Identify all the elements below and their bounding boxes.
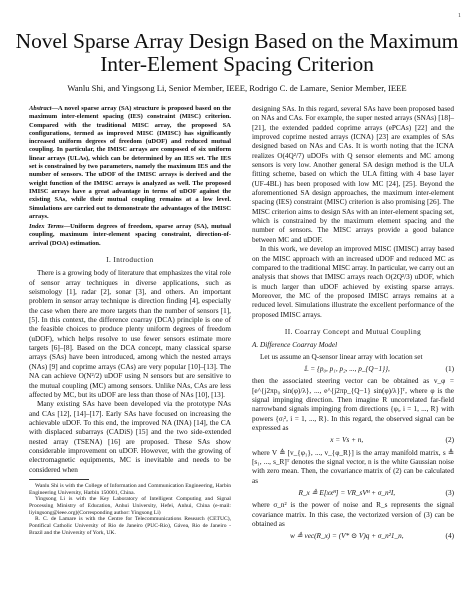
footnote: R. C. de Lamare is with the Centre for Telecommunications Research (CETUC), Pontifical Catholic University of Rio de Janeiro (PUC-Rio), Gávea, Rio de Janeiro - Brazil and the University of York, UK. bbox=[29, 516, 231, 536]
index-terms-label: Index Terms bbox=[29, 223, 64, 231]
equation-number: (4) bbox=[445, 532, 454, 541]
page-number: 1 bbox=[458, 13, 461, 19]
abstract-text: —A novel sparse array (SA) structure is proposed based on the maximum inter-element spacing (IES) constraint (MISC) criterion. Compared with the traditional MISC array, the proposed SA configurations, termed as improved MISC (IMISC) has significantly increased uniform degrees of freedom (uDOF) and reduced mutual coupling. In particular, the IMISC arrays are composed of six uniform linear arrays (ULAs), which can be determined by an IES set. The IES set is constrained by two parameters, namely the maximum IES and the number of sensors. The uDOF of the IMISC arrays is derived and the weight function of the IMISC arrays is analyzed as well. The proposed IMISC arrays have a great advantage in terms of uDOF against the existing SAs, while their mutual coupling remains at a low level. Simulations are carried out to demonstrate the advantages of the IMISC arrays. bbox=[29, 105, 231, 220]
equation-1 bbox=[252, 365, 454, 374]
abstract bbox=[29, 105, 231, 221]
equation-body: x = Vs + n, bbox=[330, 436, 364, 445]
author-line: Wanlu Shi, and Yingsong Li, Senior Member, IEEE, Rodrigo C. de Lamare, Senior Member, IEEE bbox=[67, 83, 407, 93]
paragraph: then the associated steering vector can be obtained as v_φ = [e^{j2πp₀ sin(φ)/λ}, ..., e^{j2πp_{Q−1} sin(φ)/λ}]ᵀ, where φ is the signal impinging direction. Then imagine R uncorrelated far-field narrowband signals impinging from directions {φᵢ, i = 1, ..., R} with powers {σᵢ², i = 1, ..., R}. In this regard, the observed signal can be expressed as bbox=[252, 377, 454, 432]
footnote: Yingsong Li is with the Key Laboratory of Intelligent Computing and Signal Processing Ministry of Education, Anhui University, Hefei, Anhui, China (e-mail: liyingsong@ieee.org)(Corresponding author: Yingsong Li) bbox=[29, 496, 231, 516]
section-heading-coarray: II. Coarray Concept and Mutual Coupling bbox=[284, 327, 422, 336]
right-column bbox=[252, 105, 454, 545]
paragraph: Let us assume an Q-sensor linear array with location set bbox=[260, 352, 423, 361]
index-terms bbox=[29, 223, 231, 248]
subsection-heading: A. Difference Coarray Model bbox=[252, 341, 338, 350]
equation-body: 𝕃 = {p₀, p₁, p₂, ..., p_{Q−1}}, bbox=[303, 364, 390, 373]
equation-3 bbox=[252, 489, 454, 498]
equation-number: (1) bbox=[445, 364, 454, 373]
equation-4 bbox=[252, 532, 454, 541]
footnote-divider bbox=[29, 479, 89, 480]
equation-body: w ≜ vec(R_x) = (V* ⊙ V)q + σ_n²1_n, bbox=[289, 532, 404, 541]
equation-number: (3) bbox=[445, 489, 454, 498]
paragraph: In this work, we develop an improved MISC (IMISC) array based on the MISC approach with an increased uDOF and reduced MC as compared to the traditional MISC array. In particular, we carry out an analysis that shows that IMISC arrays reach O(2Q²/3) uDOF, which is much larger than uDOF achieved by existing sparse arrays. Moreover, the MC of the proposed IMISC arrays remains at a reduced level. Simulations illustrate the excellent performance of the proposed IMISC arrays. bbox=[252, 245, 454, 319]
equation-body: R_x ≜ E[xxᴴ] = VR_sVᴴ + σ_n²I, bbox=[298, 489, 396, 498]
paragraph: Many existing SAs have been developed via the prototype NAs and CAs [12], [14]–[17]. Early SAs have focused on increasing the achievable uDOF. To this end, the improved NA (INA) [14], the CA with displaced subarrays (CADiS) [15] and the two side-extended nested array (TSENA) [16] are proposed. These SAs show considerable improvement on uDOF. However, with the growing of electromagnetic equipments, MC is inevitable and needs to be considered when bbox=[29, 400, 231, 474]
paper-title: Novel Sparse Array Design Based on the Maximum Inter-Element Spacing Criterion bbox=[15, 29, 459, 76]
left-column bbox=[29, 105, 231, 537]
index-terms-text: —Uniform degrees of freedom, sparse array (SA), mutual coupling, maximum inter-element spacing constraint, direction-of-arrival (DOA) estimation. bbox=[29, 223, 231, 247]
section-heading-introduction: I. Introduction bbox=[106, 256, 154, 265]
footnote: Wanlu Shi is with the College of Information and Communication Engineering, Harbin Engineering University, Harbin 150001, China. bbox=[29, 482, 231, 496]
equation-number: (2) bbox=[445, 436, 454, 445]
paragraph: where V ≜ [v_{φ₁}, ..., v_{φ_R}] is the array manifold matrix, s ≜ [s₁, ..., s_R]ᵀ denotes the signal vector, n is the white Gaussian noise with zero mean. Then, the covariance matrix of (2) can be calculated as bbox=[252, 448, 454, 485]
paragraph: There is a growing body of literature that emphasizes the vital role of sensor array techniques in diverse applications, such as seismology [1], radar [2], sonar [3], and others. An important problem in sensor array technique is direction finding [4], especially the case when there are more targets than the number of sensors [1], [5]. In this context, the difference coarray (DCA) principle is one of the feasible choices to produce plenty uniform degrees of freedom (uDOF), which helps resolve to use fewer sensors estimate more targets [6]–[8]. Based on the DCA concept, many classical sparse arrays (SAs) have been introduced, among which the nested arrays (NAs) [9] and coprime arrays (CAs) are very popular [10]–[13]. The NA can achieve O(N²/2) uDOF using N sensors but are sensitive to the mutual coupling (MC) among sensors. Unlike NAs, CAs are less affected by MC, but its uDOF are less than those of NAs [10], [13]. bbox=[29, 269, 231, 399]
abstract-label: Abstract bbox=[29, 105, 52, 112]
paragraph: designing SAs. In this regard, several SAs have been proposed based on NAs and CAs. For example, the super nested arrays (SNAs) [18]–[21], the extended padded coprime arrays (ePCAs) [22] and the improved coprime nested arrays (ICNA) [23] are examples of SAs designed based on NAs and CAs. It is worth noting that the ICNA realizes O(4Q²/7) uDOFs with Q sensor elements and MC among sensors is very low. Another general SA design method is the ULA fitting scheme, based on which the ULA fitting with 4 base layer (UF-4BL) has been proposed with low MC [24], [25]. Beyond the aforementioned SA design approaches, the maximum inter-element spacing (IES) constraint (MISC) criterion is also promising [26]. The MISC criterion aims to design SAs with an inter-element spacing set, which is constrained by the maximum element spacing and the number of sensors. The MISC arrays provide a good balance between MC and uDOF. bbox=[252, 105, 454, 244]
equation-2 bbox=[252, 436, 454, 445]
paragraph: where σ_n² is the power of noise and R_s represents the signal covariance matrix. In this case, the vectorized version of (3) can be obtained as bbox=[252, 501, 454, 529]
